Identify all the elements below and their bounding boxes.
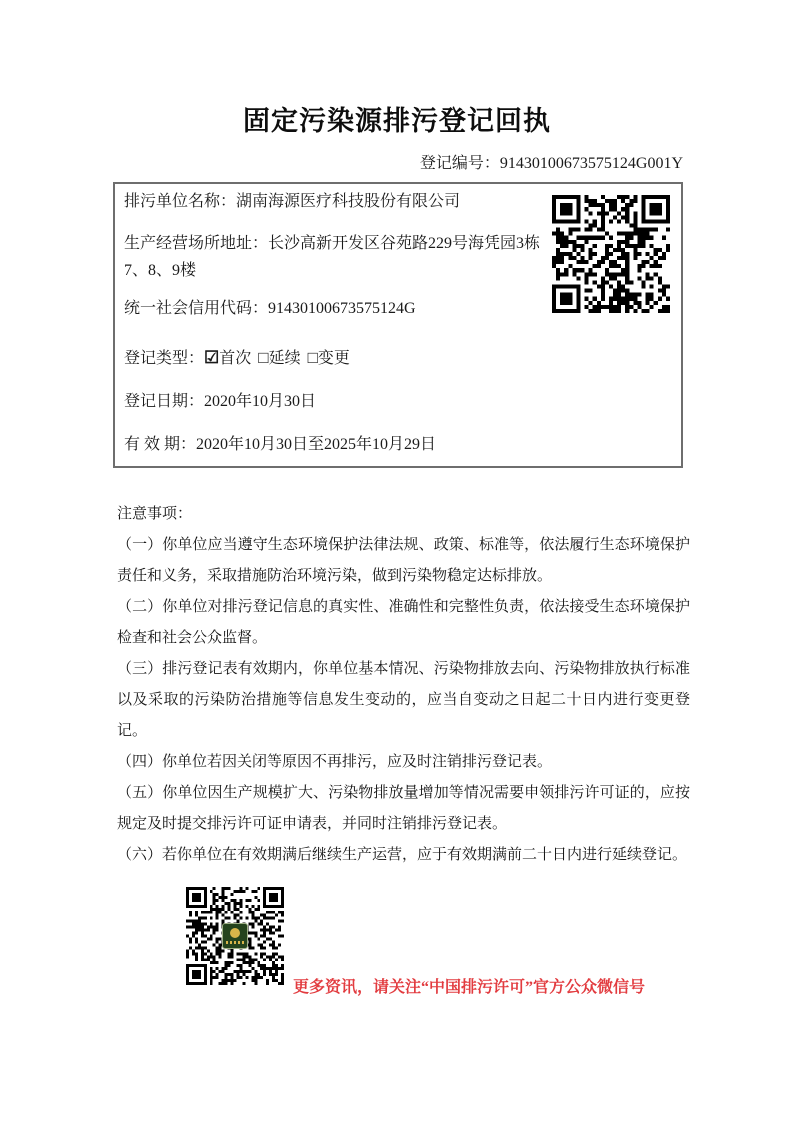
note-item: （二）你单位对排污登记信息的真实性、准确性和完整性负责，依法接受生态环境保护检查和社会公众监督。 [117,599,690,646]
checkbox-option-label: 首次 [219,350,252,367]
field-value: 2020年10月30日 [204,393,317,410]
field-value: 2020年10月30日至2025年10月29日 [196,436,437,453]
field-registration-date [124,391,316,413]
field-credit-code [124,298,416,320]
note-item: （四）你单位若因关闭等原因不再排污，应及时注销排污登记表。 [117,754,553,770]
field-value: 长沙高新开发区谷苑路229号海凭园3栋7、8、9楼 [124,235,541,279]
field-label: 生产经营场所地址： [124,235,269,252]
notes-section [117,499,690,871]
checkbox-option-label: 延续 [268,350,301,367]
field-value: 湖南海源医疗科技股份有限公司 [236,193,461,210]
checkbox-checked-icon: ☑ [204,348,220,367]
wechat-logo-icon [222,923,248,949]
notes-heading: 注意事项： [117,506,193,522]
checkbox-unchecked-icon: □ [307,348,318,367]
field-label: 统一社会信用代码： [124,300,269,317]
field-label: 登记类型： [124,350,205,367]
note-item: （一）你单位应当遵守生态环境保护法律法规、政策、标准等，依法履行生态环境保护责任和义务，采取措施防治环境污染，做到污染物稳定达标排放。 [117,537,690,584]
field-label: 排污单位名称： [124,193,237,210]
registration-info-box [113,182,683,468]
registration-number-label: 登记编号： [419,155,500,172]
field-address [124,230,560,284]
registration-qr-code-icon [552,195,670,313]
note-item: （五）你单位因生产规模扩大、污染物排放量增加等情况需要申领排污许可证的，应按规定及时提交排污许可证申请表，并同时注销排污登记表。 [117,785,690,832]
field-validity-period [124,434,436,456]
wechat-qr-code [186,887,284,985]
emblem-icon [230,928,240,938]
checkbox-option-renewal [258,350,300,367]
page-title: 固定污染源排污登记回执 [243,106,551,136]
logo-text-strip [226,941,244,944]
checkbox-unchecked-icon: □ [258,348,269,367]
field-label: 有 效 期： [124,436,197,453]
registration-number-value: 91430100673575124G001Y [499,155,683,172]
note-item: （六）若你单位在有效期满后继续生产运营，应于有效期满前二十日内进行延续登记。 [117,847,688,863]
field-value: 91430100673575124G [268,300,416,317]
checkbox-option-first [204,350,251,367]
field-label: 登记日期： [124,393,205,410]
footer-notice: 更多资讯，请关注“中国排污许可”官方公众微信号 [293,979,646,996]
note-item: （三）排污登记表有效期内，你单位基本情况、污染物排放去向、污染物排放执行标准以及采取的污染防治措施等信息发生变动的，应当自变动之日起二十日内进行变更登记。 [117,661,690,739]
checkbox-option-label: 变更 [317,350,350,367]
registration-number [420,150,683,173]
field-registration-type [124,347,357,370]
field-unit-name [124,191,460,213]
checkbox-option-change [308,350,350,367]
